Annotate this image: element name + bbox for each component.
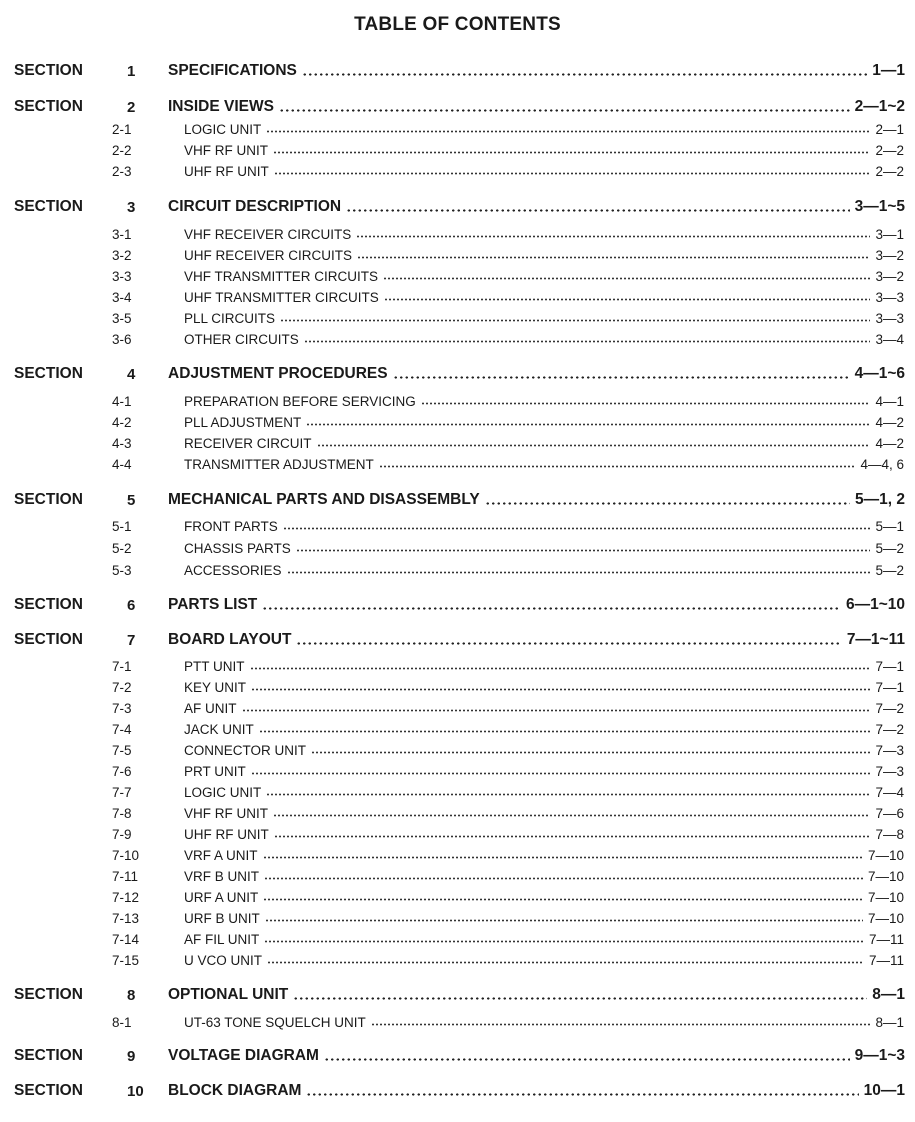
toc-subsection bbox=[0, 782, 915, 802]
section-number: 5 bbox=[127, 491, 136, 509]
dot-leader bbox=[264, 869, 863, 880]
subsection-number: 4-4 bbox=[112, 456, 132, 472]
section-page: 10—1 bbox=[863, 1082, 905, 1099]
subsection-title[interactable]: KEY UNIT bbox=[184, 679, 247, 695]
dot-leader bbox=[263, 890, 863, 901]
toc-subsection bbox=[0, 845, 915, 865]
subsection-title[interactable]: VHF RECEIVER CIRCUITS bbox=[184, 226, 352, 242]
toc-section-7 bbox=[0, 630, 915, 650]
subsection-page: 7—3 bbox=[875, 742, 904, 758]
subsection-title[interactable]: PLL CIRCUITS bbox=[184, 310, 276, 326]
toc-subsection bbox=[0, 1012, 915, 1032]
subsection-title[interactable]: JACK UNIT bbox=[184, 721, 254, 737]
subsection-page: 4—2 bbox=[875, 414, 904, 430]
page-title: TABLE OF CONTENTS bbox=[354, 14, 561, 35]
dot-leader bbox=[356, 227, 870, 238]
subsection-title[interactable]: PLL ADJUSTMENT bbox=[184, 414, 302, 430]
dot-leader bbox=[485, 494, 850, 505]
subsection-number: 7-10 bbox=[112, 847, 140, 863]
subsection-title[interactable]: VHF RF UNIT bbox=[184, 142, 268, 158]
subsection-number: 7-11 bbox=[112, 868, 139, 884]
section-title[interactable]: BLOCK DIAGRAM bbox=[168, 1082, 302, 1099]
subsection-number: 4-1 bbox=[112, 393, 132, 409]
subsection-title[interactable]: UHF RF UNIT bbox=[184, 163, 269, 179]
subsection-number: 7-2 bbox=[112, 679, 132, 695]
section-label: SECTION bbox=[14, 986, 83, 1003]
section-number: 1 bbox=[127, 62, 136, 80]
subsection-title[interactable]: URF A UNIT bbox=[184, 889, 259, 905]
subsection-number: 5-3 bbox=[112, 562, 132, 578]
toc-section-4 bbox=[0, 364, 915, 384]
dot-leader bbox=[242, 701, 871, 712]
subsection-number: 4-3 bbox=[112, 435, 132, 451]
subsection-title[interactable]: ACCESSORIES bbox=[184, 562, 282, 578]
subsection-page: 7—2 bbox=[875, 700, 904, 716]
dot-leader bbox=[393, 368, 850, 379]
subsection-title[interactable]: U VCO UNIT bbox=[184, 952, 263, 968]
subsection-number: 2-2 bbox=[112, 142, 132, 158]
subsection-page: 3—2 bbox=[875, 268, 904, 284]
subsection-title[interactable]: AF FIL UNIT bbox=[184, 931, 260, 947]
toc-subsection bbox=[0, 224, 915, 244]
section-title[interactable]: SPECIFICATIONS bbox=[168, 62, 297, 79]
dot-leader bbox=[274, 164, 871, 175]
subsection-title[interactable]: LOGIC UNIT bbox=[184, 121, 262, 137]
dot-leader bbox=[274, 827, 871, 838]
subsection-number: 7-4 bbox=[112, 721, 132, 737]
dot-leader bbox=[346, 201, 849, 212]
subsection-page: 3—4 bbox=[875, 331, 904, 347]
subsection-number: 7-7 bbox=[112, 784, 132, 800]
toc-subsection bbox=[0, 140, 915, 160]
dot-leader bbox=[324, 1050, 850, 1061]
toc-subsection bbox=[0, 245, 915, 265]
dot-leader bbox=[280, 311, 870, 322]
toc-subsection bbox=[0, 454, 915, 474]
subsection-page: 7—10 bbox=[867, 847, 904, 863]
subsection-number: 8-1 bbox=[112, 1014, 132, 1030]
toc-subsection bbox=[0, 161, 915, 181]
toc-subsection bbox=[0, 391, 915, 411]
dot-leader bbox=[383, 269, 870, 280]
section-title[interactable]: MECHANICAL PARTS AND DISASSEMBLY bbox=[168, 491, 480, 508]
subsection-page: 4—2 bbox=[875, 435, 904, 451]
dot-leader bbox=[283, 519, 871, 530]
subsection-title[interactable]: CHASSIS PARTS bbox=[184, 540, 291, 556]
dot-leader bbox=[384, 290, 871, 301]
toc-subsection bbox=[0, 824, 915, 844]
toc-subsection bbox=[0, 719, 915, 739]
section-number: 6 bbox=[127, 596, 136, 614]
section-label: SECTION bbox=[14, 1082, 83, 1099]
subsection-page: 7—8 bbox=[875, 826, 904, 842]
subsection-page: 7—11 bbox=[868, 952, 904, 968]
toc-subsection bbox=[0, 287, 915, 307]
subsection-number: 5-2 bbox=[112, 540, 132, 556]
subsection-page: 7—3 bbox=[875, 763, 904, 779]
subsection-number: 7-5 bbox=[112, 742, 132, 758]
section-label: SECTION bbox=[14, 198, 83, 215]
subsection-title[interactable]: URF B UNIT bbox=[184, 910, 260, 926]
section-title[interactable]: ADJUSTMENT PROCEDURES bbox=[168, 365, 388, 382]
section-title[interactable]: OPTIONAL UNIT bbox=[168, 986, 289, 1003]
dot-leader bbox=[304, 332, 871, 343]
dot-leader bbox=[259, 722, 871, 733]
toc-section-3 bbox=[0, 197, 915, 217]
dot-leader bbox=[296, 541, 871, 552]
toc-subsection bbox=[0, 329, 915, 349]
dot-leader bbox=[264, 932, 864, 943]
subsection-title[interactable]: PRT UNIT bbox=[184, 763, 246, 779]
subsection-number: 7-12 bbox=[112, 889, 140, 905]
dot-leader bbox=[251, 764, 871, 775]
toc-section-6 bbox=[0, 595, 915, 615]
subsection-page: 3—3 bbox=[875, 310, 904, 326]
dot-leader bbox=[279, 101, 850, 112]
toc-subsection bbox=[0, 516, 915, 536]
toc-subsection bbox=[0, 412, 915, 432]
section-page: 8—1 bbox=[872, 986, 905, 1003]
subsection-title[interactable]: RECEIVER CIRCUIT bbox=[184, 435, 312, 451]
subsection-title[interactable]: VRF A UNIT bbox=[184, 847, 258, 863]
section-number: 8 bbox=[127, 986, 136, 1004]
dot-leader bbox=[250, 659, 871, 670]
toc-subsection bbox=[0, 803, 915, 823]
toc-subsection bbox=[0, 698, 915, 718]
subsection-title[interactable]: PTT UNIT bbox=[184, 658, 245, 674]
section-number: 2 bbox=[127, 98, 136, 116]
subsection-page: 2—2 bbox=[875, 163, 904, 179]
dot-leader bbox=[266, 785, 870, 796]
section-title[interactable]: BOARD LAYOUT bbox=[168, 631, 292, 648]
toc-section-5 bbox=[0, 490, 915, 510]
subsection-page: 2—1 bbox=[875, 121, 904, 137]
dot-leader bbox=[379, 457, 856, 468]
section-page: 7—1~11 bbox=[846, 631, 905, 648]
subsection-number: 2-3 bbox=[112, 163, 132, 179]
section-number: 4 bbox=[127, 365, 136, 383]
subsection-title[interactable]: VHF TRANSMITTER CIRCUITS bbox=[184, 268, 379, 284]
subsection-number: 4-2 bbox=[112, 414, 132, 430]
dot-leader bbox=[302, 65, 867, 76]
dot-leader bbox=[265, 911, 863, 922]
section-title[interactable]: CIRCUIT DESCRIPTION bbox=[168, 198, 342, 215]
dot-leader bbox=[311, 743, 870, 754]
subsection-number: 7-6 bbox=[112, 763, 132, 779]
dot-leader bbox=[267, 953, 864, 964]
subsection-page: 4—1 bbox=[875, 393, 904, 409]
toc-subsection bbox=[0, 119, 915, 139]
section-number: 9 bbox=[127, 1047, 136, 1065]
subsection-page: 7—4 bbox=[875, 784, 904, 800]
section-label: SECTION bbox=[14, 596, 83, 613]
subsection-title[interactable]: UHF TRANSMITTER CIRCUITS bbox=[184, 289, 379, 305]
subsection-title[interactable]: PREPARATION BEFORE SERVICING bbox=[184, 393, 416, 409]
subsection-page: 7—10 bbox=[867, 910, 904, 926]
subsection-title[interactable]: VHF RF UNIT bbox=[184, 805, 268, 821]
section-page: 5—1, 2 bbox=[855, 491, 905, 508]
section-page: 4—1~6 bbox=[854, 365, 905, 382]
subsection-page: 3—3 bbox=[875, 289, 904, 305]
dot-leader bbox=[371, 1015, 871, 1026]
subsection-title[interactable]: FRONT PARTS bbox=[184, 518, 278, 534]
section-label: SECTION bbox=[14, 62, 83, 79]
subsection-number: 7-8 bbox=[112, 805, 132, 821]
subsection-page: 5—2 bbox=[875, 540, 904, 556]
subsection-number: 5-1 bbox=[112, 518, 132, 534]
section-title[interactable]: PARTS LIST bbox=[168, 596, 258, 613]
subsection-page: 7—1 bbox=[875, 679, 904, 695]
section-number: 3 bbox=[127, 198, 136, 216]
subsection-title[interactable]: UT-63 TONE SQUELCH UNIT bbox=[184, 1014, 366, 1030]
toc-subsection bbox=[0, 308, 915, 328]
subsection-page: 5—1 bbox=[875, 518, 904, 534]
subsection-title[interactable]: UHF RECEIVER CIRCUITS bbox=[184, 247, 353, 263]
subsection-page: 3—2 bbox=[875, 247, 904, 263]
toc-subsection bbox=[0, 656, 915, 676]
section-page: 9—1~3 bbox=[854, 1047, 905, 1064]
section-label: SECTION bbox=[14, 1047, 83, 1064]
subsection-title[interactable]: TRANSMITTER ADJUSTMENT bbox=[184, 456, 374, 472]
section-page: 6—1~10 bbox=[845, 596, 905, 613]
dot-leader bbox=[251, 680, 870, 691]
subsection-page: 8—1 bbox=[875, 1014, 904, 1030]
subsection-page: 7—10 bbox=[867, 868, 904, 884]
subsection-number: 7-9 bbox=[112, 826, 132, 842]
section-number: 7 bbox=[127, 631, 136, 649]
section-label: SECTION bbox=[14, 631, 83, 648]
subsection-page: 7—10 bbox=[867, 889, 904, 905]
subsection-title[interactable]: OTHER CIRCUITS bbox=[184, 331, 299, 347]
subsection-number: 3-3 bbox=[112, 268, 132, 284]
toc-subsection bbox=[0, 761, 915, 781]
subsection-number: 7-15 bbox=[112, 952, 140, 968]
subsection-page: 7—2 bbox=[875, 721, 904, 737]
section-label: SECTION bbox=[14, 365, 83, 382]
subsection-title[interactable]: LOGIC UNIT bbox=[184, 784, 262, 800]
toc-subsection bbox=[0, 908, 915, 928]
section-page: 3—1~5 bbox=[854, 198, 905, 215]
toc-subsection bbox=[0, 433, 915, 453]
toc-subsection bbox=[0, 560, 915, 580]
toc-section-1 bbox=[0, 61, 915, 81]
section-title[interactable]: INSIDE VIEWS bbox=[168, 98, 274, 115]
section-title[interactable]: VOLTAGE DIAGRAM bbox=[168, 1047, 319, 1064]
dot-leader bbox=[262, 599, 841, 610]
section-number: 10 bbox=[127, 1082, 144, 1100]
subsection-number: 3-5 bbox=[112, 310, 132, 326]
section-label: SECTION bbox=[14, 491, 83, 508]
section-page: 2—1~2 bbox=[854, 98, 905, 115]
subsection-number: 3-2 bbox=[112, 247, 132, 263]
toc-section-9 bbox=[0, 1046, 915, 1066]
dot-leader bbox=[273, 143, 870, 154]
dot-leader bbox=[266, 122, 870, 133]
subsection-number: 7-14 bbox=[112, 931, 140, 947]
subsection-page: 4—4, 6 bbox=[860, 456, 904, 472]
subsection-page: 2—2 bbox=[875, 142, 904, 158]
subsection-number: 3-1 bbox=[112, 226, 132, 242]
toc-subsection bbox=[0, 950, 915, 970]
section-page: 1—1 bbox=[872, 62, 905, 79]
toc-subsection bbox=[0, 677, 915, 697]
subsection-number: 3-4 bbox=[112, 289, 132, 305]
dot-leader bbox=[293, 989, 867, 1000]
dot-leader bbox=[287, 563, 871, 574]
subsection-title[interactable]: CONNECTOR UNIT bbox=[184, 742, 307, 758]
dot-leader bbox=[421, 394, 871, 405]
dot-leader bbox=[306, 1085, 858, 1096]
subsection-title[interactable]: VRF B UNIT bbox=[184, 868, 260, 884]
toc-subsection bbox=[0, 266, 915, 286]
subsection-page: 7—11 bbox=[868, 931, 904, 947]
dot-leader bbox=[317, 436, 871, 447]
dot-leader bbox=[306, 415, 870, 426]
subsection-page: 3—1 bbox=[875, 226, 904, 242]
dot-leader bbox=[296, 634, 841, 645]
subsection-number: 2-1 bbox=[112, 121, 132, 137]
toc-section-8 bbox=[0, 985, 915, 1005]
toc-subsection bbox=[0, 866, 915, 886]
dot-leader bbox=[357, 248, 870, 259]
toc-subsection bbox=[0, 538, 915, 558]
subsection-title[interactable]: UHF RF UNIT bbox=[184, 826, 269, 842]
subsection-page: 7—6 bbox=[875, 805, 904, 821]
subsection-page: 5—2 bbox=[875, 562, 904, 578]
toc-subsection bbox=[0, 740, 915, 760]
subsection-number: 7-3 bbox=[112, 700, 132, 716]
subsection-number: 7-1 bbox=[112, 658, 132, 674]
toc-subsection bbox=[0, 929, 915, 949]
dot-leader bbox=[263, 848, 863, 859]
toc-section-2 bbox=[0, 97, 915, 117]
toc-subsection bbox=[0, 887, 915, 907]
dot-leader bbox=[273, 806, 870, 817]
subsection-page: 7—1 bbox=[875, 658, 904, 674]
subsection-number: 3-6 bbox=[112, 331, 132, 347]
section-label: SECTION bbox=[14, 98, 83, 115]
subsection-title[interactable]: AF UNIT bbox=[184, 700, 237, 716]
toc-section-10 bbox=[0, 1081, 915, 1101]
subsection-number: 7-13 bbox=[112, 910, 140, 926]
